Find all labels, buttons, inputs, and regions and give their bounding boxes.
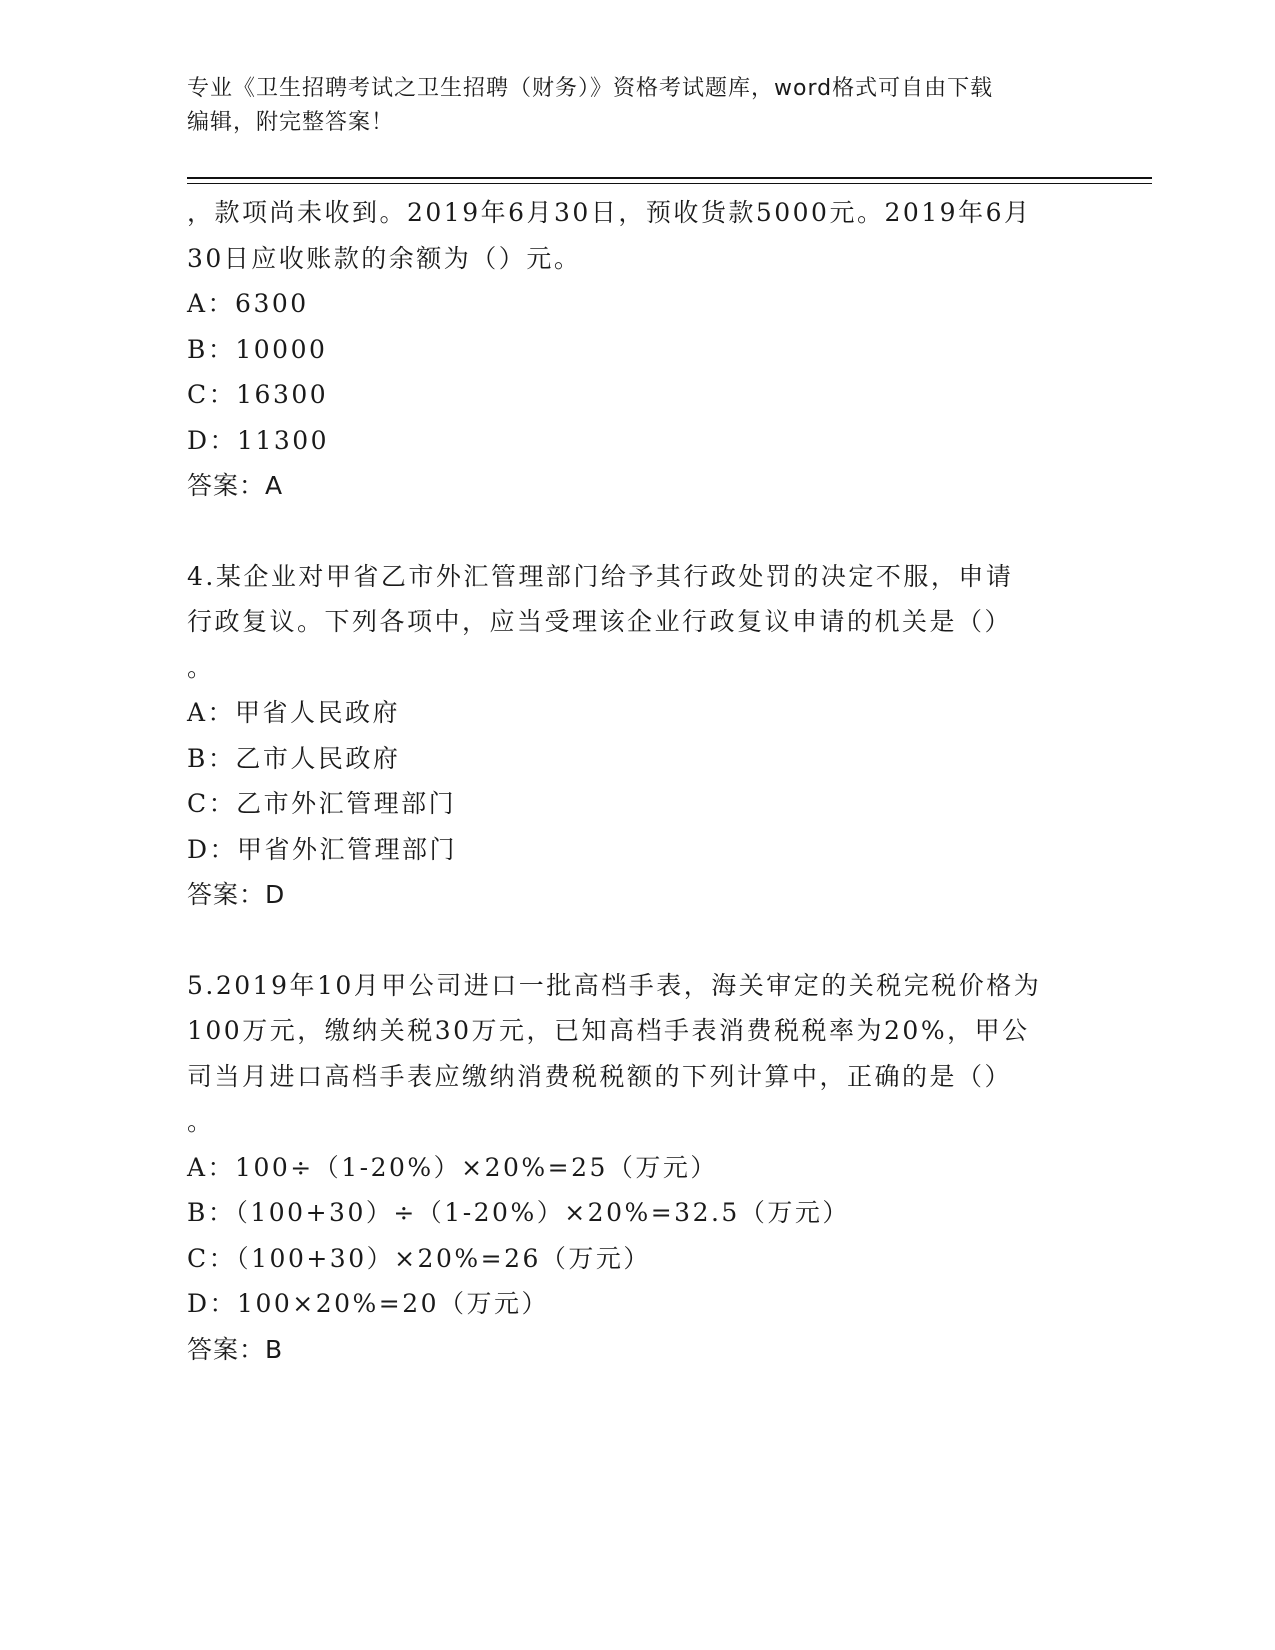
question-5-stem-line-2: 100万元，缴纳关税30万元，已知高档手表消费税税率为20%，甲公 <box>187 1016 1030 1045</box>
question-4-option-d: D：甲省外汇管理部门 <box>187 834 458 864</box>
question-5-option-d: D：100×20%=20（万元） <box>187 1289 550 1318</box>
question-3-answer: 答案：A <box>187 471 284 500</box>
question-content <box>187 190 1147 1372</box>
question-3-stem-line-2: 30日应收账款的余额为（）元。 <box>187 243 582 273</box>
question-3-option-a: A：6300 <box>187 289 309 318</box>
question-5-answer: 答案：B <box>187 1334 284 1364</box>
question-3-option-c: C：16300 <box>187 380 329 409</box>
question-5-stem-line-3: 司当月进口高档手表应缴纳消费税税额的下列计算中，正确的是（） <box>187 1061 1013 1091</box>
question-4-stem-line-1: 4.某企业对甲省乙市外汇管理部门给予其行政处罚的决定不服，申请 <box>187 561 1014 591</box>
header-divider-thin <box>187 183 1152 184</box>
question-5-option-a: A：100÷（1-20%）×20%=25（万元） <box>187 1152 718 1182</box>
header-title-line-1: 专业《卫生招聘考试之卫生招聘（财务）》资格考试题库，word格式可自由下载 <box>187 76 994 101</box>
question-5 <box>187 963 1147 1373</box>
question-5-stem-line-1: 5.2019年10月甲公司进口一批高档手表，海关审定的关税完税价格为 <box>187 970 1042 1000</box>
question-3 <box>187 190 1147 509</box>
question-5-option-b: B：（100+30）÷（1-20%）×20%=32.5（万元） <box>187 1198 850 1227</box>
question-5-option-c: C：（100+30）×20%=26（万元） <box>187 1243 651 1273</box>
question-4-option-c: C：乙市外汇管理部门 <box>187 789 457 818</box>
question-3-option-d: D：11300 <box>187 425 330 455</box>
question-5-stem-line-4: 。 <box>187 1107 215 1136</box>
document-header <box>187 72 1087 140</box>
question-4-option-b: B：乙市人民政府 <box>187 743 401 773</box>
question-4-stem-line-3: 。 <box>187 652 215 682</box>
question-spacer <box>187 509 1147 554</box>
question-4-answer: 答案：D <box>187 880 286 909</box>
header-title-line-2: 编辑，附完整答案！ <box>187 110 395 135</box>
header-divider-thick <box>187 177 1152 179</box>
question-spacer <box>187 918 1147 963</box>
question-3-stem-line-1: ，款项尚未收到。2019年6月30日，预收货款5000元。2019年6月 <box>187 198 1032 227</box>
question-4-option-a: A：甲省人民政府 <box>187 698 401 727</box>
question-4-stem-line-2: 行政复议。下列各项中，应当受理该企业行政复议申请的机关是（） <box>187 607 1013 636</box>
question-3-option-b: B：10000 <box>187 334 328 364</box>
question-4 <box>187 554 1147 918</box>
